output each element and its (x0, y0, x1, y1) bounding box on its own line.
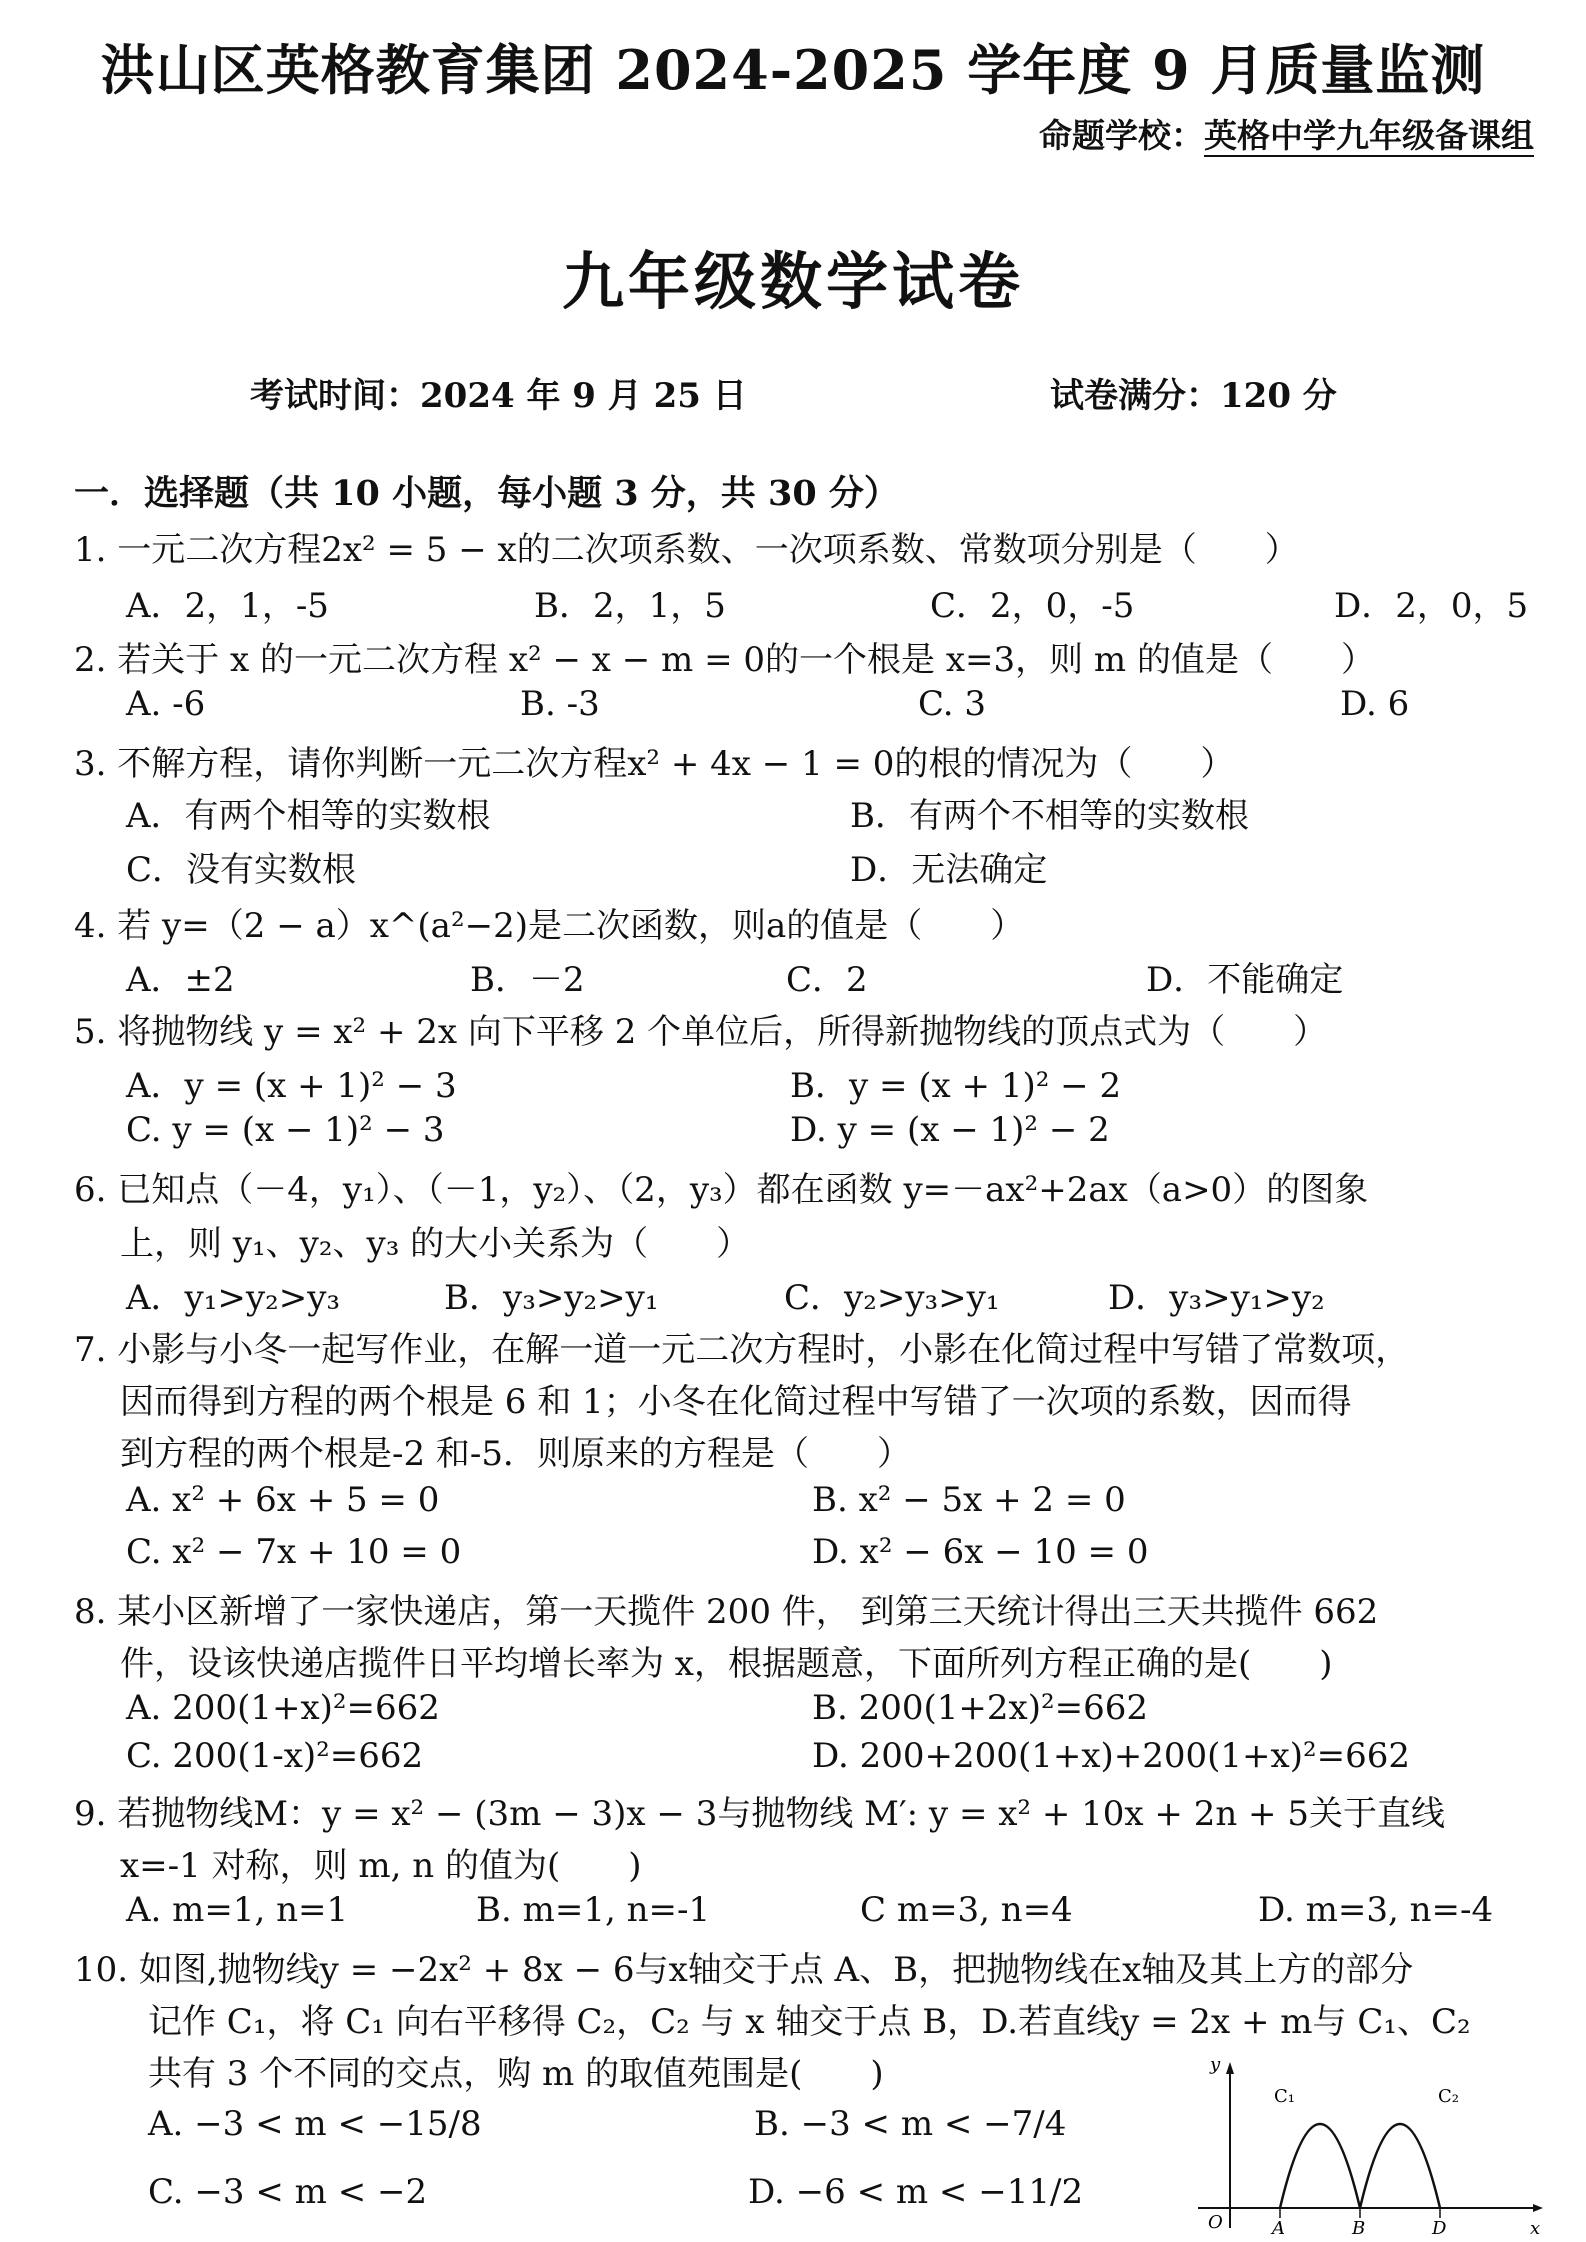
question-3: 3. 不解方程，请你判断一元二次方程x² + 4x − 1 = 0的根的情况为（ ） (74, 744, 1235, 784)
q8-option-d: D. 200+200(1+x)+200(1+x)²=662 (812, 1736, 1410, 1776)
question-8-line-2: 件，设该快递店揽件日平均增长率为 x，根据题意，下面所列方程正确的是( ) (120, 1644, 1333, 1684)
school-line (1039, 110, 1534, 157)
parabola-figure (1188, 2058, 1548, 2238)
curve-c2 (1360, 2124, 1440, 2208)
q9-option-b: B. m=1, n=-1 (476, 1890, 711, 1930)
question-1: 1. 一元二次方程2x² = 5 − x的二次项系数、一次项系数、常数项分别是（ ） (74, 530, 1299, 570)
q8-option-c: C. 200(1-x)²=662 (126, 1736, 424, 1776)
q7-option-d: D. x² − 6x − 10 = 0 (812, 1532, 1149, 1572)
q5-option-a: A．y = (x + 1)² − 3 (126, 1066, 457, 1106)
y-axis-label: y (1210, 2058, 1221, 2075)
q7-option-c: C. x² − 7x + 10 = 0 (126, 1532, 462, 1572)
q2-option-a: A. -6 (126, 684, 206, 724)
curve-c1 (1280, 2124, 1360, 2208)
q7-option-a: A. x² + 6x + 5 = 0 (126, 1480, 440, 1520)
question-10-line-2: 记作 C₁，将 C₁ 向右平移得 C₂，C₂ 与 x 轴交于点 B，D.若直线y = 2x + m与 C₁、C₂ (148, 2002, 1471, 2042)
q6-option-a: A．y₁>y₂>y₃ (126, 1278, 341, 1318)
q7-option-b: B. x² − 5x + 2 = 0 (812, 1480, 1126, 1520)
paper-title: 九年级数学试卷 (561, 245, 1024, 318)
header-title: 洪山区英格教育集团 2024-2025 学年度 9 月质量监测 (100, 38, 1486, 102)
q10-option-d: D. −6 < m < −11/2 (748, 2172, 1084, 2212)
q6-option-d: D．y₃>y₁>y₂ (1108, 1278, 1325, 1318)
point-b-label: B (1352, 2218, 1366, 2238)
y-axis-arrow (1226, 2062, 1234, 2074)
q8-option-b: B. 200(1+2x)²=662 (812, 1688, 1148, 1728)
q4-option-d: D．不能确定 (1146, 960, 1344, 1000)
q5-option-d: D. y = (x − 1)² − 2 (790, 1110, 1110, 1150)
school-label: 命题学校： (1039, 116, 1204, 155)
question-4: 4. 若 y=（2 − a）x^(a²−2)是二次函数，则a的值是（ ） (74, 906, 1025, 946)
q4-option-c: C．2 (786, 960, 868, 1000)
q4-option-b: B．－2 (470, 960, 585, 1000)
q3-option-d: D．无法确定 (850, 850, 1048, 890)
q6-option-b: B．y₃>y₂>y₁ (444, 1278, 659, 1318)
q1-option-d: D．2，0，5 (1334, 586, 1529, 626)
q1-option-b: B．2，1，5 (534, 586, 726, 626)
school-name: 英格中学九年级备课组 (1204, 116, 1534, 155)
question-9-line-2: x=-1 对称，则 m, n 的值为( ) (120, 1846, 642, 1886)
x-axis-label: x (1530, 2218, 1541, 2238)
question-10-line-3: 共有 3 个不同的交点，购 m 的取值苑围是( ) (148, 2054, 884, 2094)
question-5: 5. 将抛物线 y = x² + 2x 向下平移 2 个单位后，所得新抛物线的顶点式为（ ） (74, 1012, 1328, 1052)
curve-c2-label: C₂ (1438, 2086, 1459, 2107)
question-8-line-1: 8. 某小区新增了一家快递店，第一天揽件 200 件， 到第三天统计得出三天共揽件 662 (74, 1592, 1379, 1632)
q3-option-b: B．有两个不相等的实数根 (850, 796, 1249, 836)
q8-option-a: A. 200(1+x)²=662 (126, 1688, 440, 1728)
exam-time: 考试时间：2024 年 9 月 25 日 (250, 376, 747, 416)
q9-option-c: C m=3, n=4 (860, 1890, 1073, 1930)
q3-option-a: A．有两个相等的实数根 (126, 796, 491, 836)
q2-option-d: D. 6 (1340, 684, 1410, 724)
curve-c1-label: C₁ (1274, 2086, 1295, 2107)
point-a-label: A (1272, 2218, 1285, 2238)
q2-option-c: C. 3 (918, 684, 987, 724)
q5-option-c: C. y = (x − 1)² − 3 (126, 1110, 445, 1150)
q10-option-c: C. −3 < m < −2 (148, 2172, 428, 2212)
q10-option-a: A. −3 < m < −15/8 (148, 2104, 482, 2144)
q1-option-c: C．2，0，-5 (930, 586, 1135, 626)
q9-option-d: D. m=3, n=-4 (1258, 1890, 1494, 1930)
full-score: 试卷满分：120 分 (1050, 376, 1337, 416)
section-title: 一．选择题（共 10 小题，每小题 3 分，共 30 分） (74, 473, 899, 514)
q5-option-b: B．y = (x + 1)² − 2 (790, 1066, 1122, 1106)
q3-option-c: C．没有实数根 (126, 850, 357, 890)
question-6-line-1: 6. 已知点（－4，y₁）、（－1，y₂）、（2，y₃）都在函数 y=－ax²+2ax（a>0）的图象 (74, 1170, 1369, 1210)
question-7-line-3: 到方程的两个根是-2 和-5．则原来的方程是（ ） (120, 1434, 912, 1474)
x-axis-arrow (1533, 2204, 1543, 2212)
question-7-line-2: 因而得到方程的两个根是 6 和 1；小冬在化简过程中写错了一次项的系数，因而得 (120, 1382, 1352, 1422)
q10-option-b: B. −3 < m < −7/4 (754, 2104, 1067, 2144)
question-6-line-2: 上，则 y₁、y₂、y₃ 的大小关系为（ ） (120, 1224, 751, 1264)
point-d-label: D (1432, 2218, 1447, 2238)
question-9-line-1: 9. 若抛物线M：y = x² − (3m − 3)x − 3与抛物线 M′: y = x² + 10x + 2n + 5关于直线 (74, 1794, 1445, 1834)
origin-label: O (1208, 2212, 1223, 2233)
q2-option-b: B. -3 (520, 684, 600, 724)
question-7-line-1: 7. 小影与小冬一起写作业，在解一道一元二次方程时，小影在化简过程中写错了常数项， (74, 1330, 1410, 1370)
question-10-line-1: 10. 如图,抛物线y = −2x² + 8x − 6与x轴交于点 A、B，把抛物线在x轴及其上方的部分 (74, 1950, 1414, 1990)
q4-option-a: A．±2 (126, 960, 235, 1000)
q6-option-c: C．y₂>y₃>y₁ (784, 1278, 1000, 1318)
q9-option-a: A. m=1, n=1 (126, 1890, 349, 1930)
question-2: 2. 若关于 x 的一元二次方程 x² − x − m = 0的一个根是 x=3，则 m 的值是（ ） (74, 640, 1375, 680)
q1-option-a: A．2，1，-5 (126, 586, 329, 626)
